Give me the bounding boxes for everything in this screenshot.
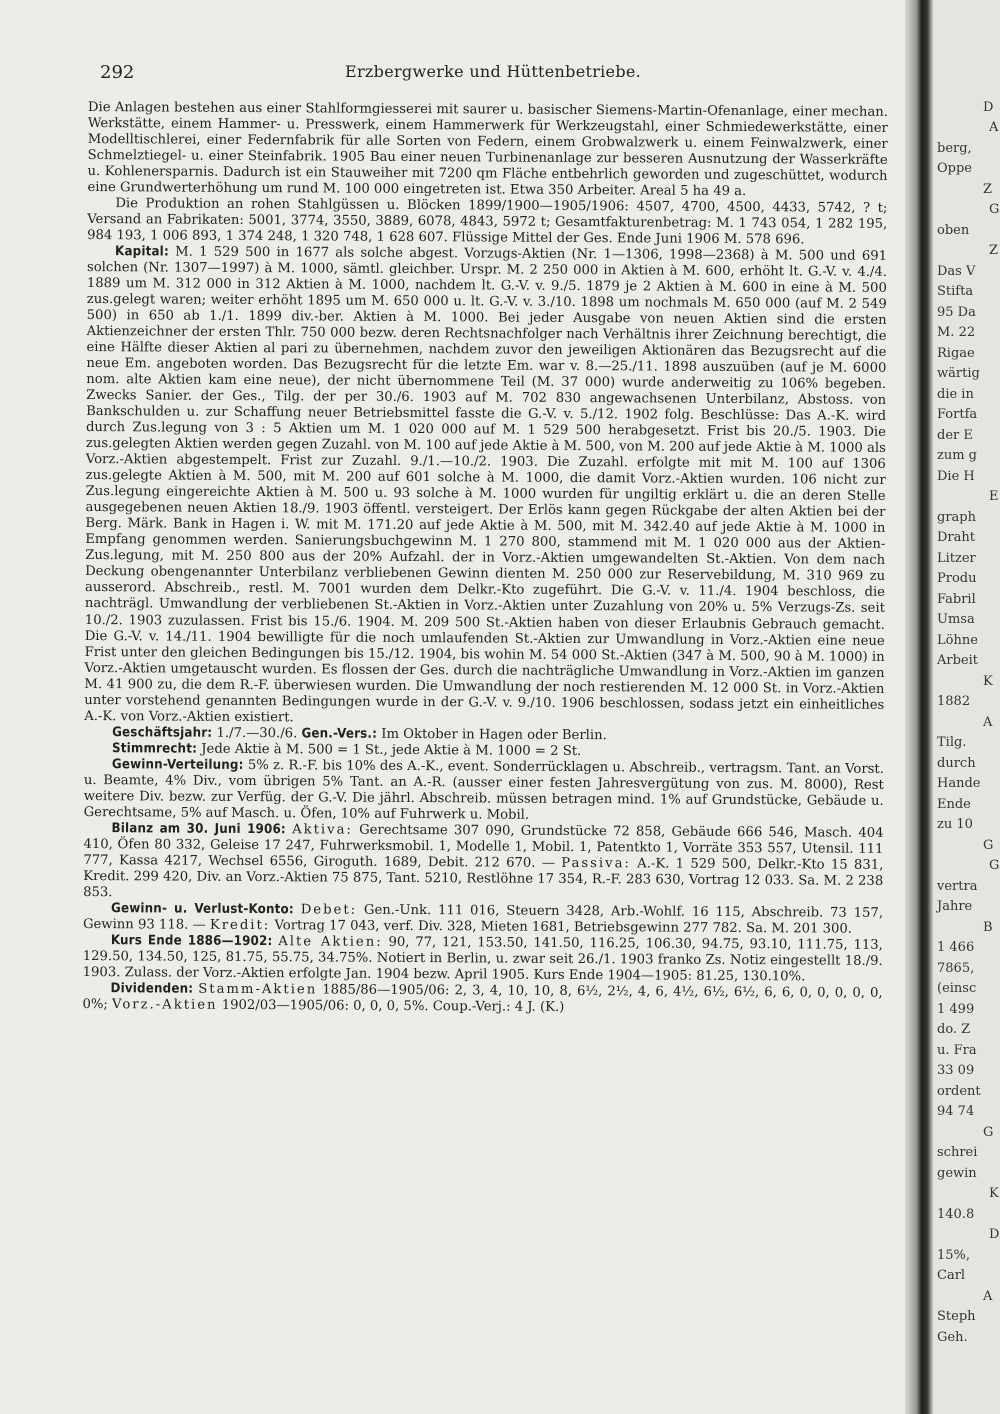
- article-body: [82, 100, 888, 1018]
- dividenden-label: Dividenden:: [110, 981, 194, 997]
- guv-label: Gewinn- u. Verlust-Konto:: [111, 900, 294, 918]
- debet-label: Debet:: [300, 902, 358, 918]
- adjacent-page-fragment: zum g: [937, 448, 978, 463]
- adjacent-page-fragment: 95 Da: [937, 305, 976, 320]
- guv-section: [83, 901, 883, 938]
- book-gutter: [905, 0, 933, 1414]
- adjacent-page-fragment: Fortfa: [937, 407, 978, 422]
- kurs-text: 90, 77, 121, 153.50, 141.50, 116.25, 106.30, 94.75, 93.10, 111.75, 113, 129.50, 134.50, 125, 81.75, 55.75, 34.75%. Notiert in Berlin, u. zwar seit 26./1. 1903 franko Zs. Notiz eingestellt 18./9. 1903. Zulass. der Vorz.-Aktien erfolgte Jan. 1904 bezw. April 1905. Kurs Ende 1904—1905: 81.25, 130.10%.: [82, 934, 883, 985]
- adjacent-page-fragment: u. Fra: [937, 1043, 977, 1058]
- bilanz-label: Bilanz am 30. Juni 1906:: [111, 820, 286, 837]
- adjacent-page-fragment: Oppe: [937, 161, 972, 176]
- adjacent-page-fragment: G: [989, 202, 1000, 217]
- page-number: 292: [100, 62, 135, 83]
- adjacent-page-fragment: Jahre: [937, 899, 973, 914]
- adjacent-page-fragment: (einsc: [937, 981, 977, 996]
- gen-vers-label: Gen.-Vers.:: [301, 725, 378, 742]
- adjacent-page-fragment: D: [983, 100, 994, 115]
- adjacent-page-fragment: Z: [989, 243, 999, 258]
- adjacent-page-fragment: wärtig: [937, 366, 980, 381]
- adjacent-page-fragment: schrei: [937, 1145, 978, 1160]
- kurs-label: Kurs Ende 1886—1902:: [110, 932, 273, 949]
- adjacent-page-fragment: Litzer: [937, 551, 976, 566]
- adjacent-page-fragment: ordent: [937, 1084, 981, 1099]
- adjacent-page-fragment: Stifta: [937, 284, 974, 299]
- adjacent-page-fragment: die in: [937, 387, 974, 402]
- adjacent-page-fragment: Hande: [937, 776, 981, 791]
- adjacent-page-fragment: Geh.: [937, 1330, 968, 1345]
- adjacent-page-fragment: Z: [983, 182, 993, 197]
- adjacent-page-fragment: durch: [937, 756, 976, 771]
- adjacent-page-fragment: Produ: [937, 571, 977, 586]
- passiva-label: Passiva:: [561, 855, 631, 872]
- gewinn-verteilung-label: Gewinn-Verteilung:: [111, 756, 244, 773]
- adjacent-page-fragment: vertra: [937, 879, 978, 894]
- production-paragraph: Die Produktion an rohen Stahlgüssen u. Blöcken 1899/1900—1905/1906: 4507, 4700, 4500, 4433, 5742, ? t; Versand an Fabrikaten: 5001, 3774, 3550, 3889, 6078, 4843, 5972 t; Gesamtfakturenbetrag: M. 1 743 054, 1 282 195, 984 193, 1 006 893, 1 374 248, 1 320 748, 1 628 607. Flüssige Mittel der Ges. Ende Juni 1906 M. 578 696.: [87, 196, 888, 248]
- facilities-paragraph: Die Anlagen bestehen aus einer Stahlformgiesserei mit saurer u. basischer Siemens-Martin-Ofenanlage, einer mechan. Werkstätte, einem Hammer- u. Presswerk, einem Hammerwerk für Werkzeugstahl, einer Schmiedewerkstätte, einer Modelltischlerei, einer Federnfabrik für alle Sorten von Federn, einem Grobwalzwerk u. einem Feinwalzwerk, einer Schmelztiegel- u. einer Steinfabrik. 1905 Bau einer neuen Turbinenanlage zur besseren Ausnutzung der Wasserkräfte u. Kohlenersparnis. Dadurch ist ein Stauweiher mit 7200 qm Fläche entbehrlich geworden und zugeschüttet, wodurch eine Grundwerterhöhung um rund M. 100 000 eingetreten ist. Etwa 350 Arbeiter. Areal 5 ha 49 a.: [87, 100, 888, 200]
- adjacent-page-fragment: 94 74: [937, 1104, 975, 1119]
- adjacent-page-fragment: Draht: [937, 530, 975, 545]
- kredit-label: Kredit:: [209, 917, 271, 933]
- adjacent-page-fragment: der E: [937, 428, 973, 443]
- adjacent-page-fragment: Das V: [937, 264, 976, 279]
- adjacent-page-fragment: Tilg.: [937, 735, 967, 750]
- adjacent-page-fragment: 1 499: [937, 1002, 975, 1017]
- adjacent-page-fragment: 140.8: [937, 1207, 975, 1222]
- kapital-text: M. 1 529 500 in 1677 als solche abgest. Vorzugs-Aktien (Nr. 1—1306, 1998—2368) à M. 500 und 691 solchen (Nr. 1307—1997) à M. 1000, sämtl. gleichber. Urspr. M. 2 250 000 in Aktien à M. 600, erhöht lt. G.-V. v. 4./4. 1889 um M. 312 000 in 312 Aktien à M. 1000, nachdem lt. G.-V. v. 9./5. 1879 je 2 Aktien à M. 600 in eine à M. 500 zus.gelegt waren; weiter erhöht 1895 um M. 650 000 u. lt. G.-V. v. 3./10. 1898 um nochmals M. 650 000 (auf M. 2 549 500) in 650 ab 1./1. 1899 div.-ber. Aktien à M. 1000. Bei jeder Ausgabe von neuen Aktien sind die ersten Aktienzeichner der ersten Thlr. 750 000 bezw. deren Rechtsnachfolger nach Verhältnis ihrer Zeichnung berechtigt, die eine Hälfte dieser Aktien al pari zu übernehmen, nachdem zuvor den jeweiligen Aktionären das Bezugsrecht auf die neue Em. angeboten worden. Das Bezugsrecht für die letzte Em. war v. 8.—25./11. 1898 auszuüben (auf je M. 6000 nom. alte Aktien kam eine neue), der nicht übernommene Teil (M. 37 000) wurde anderweitig zu 106% begeben. Zwecks Sanier. der Ges., Tilg. der per 30./6. 1903 auf M. 702 830 angewachsenen Unterbilanz, Abstoss. von Bankschulden u. zur Schaffung neuer Betriebsmittel fasste die G.-V. v. 5./12. 1902 folg. Beschlüsse: Das A.-K. wird durch Zus.legung von 3 : 5 Aktien um M. 1 020 000 auf M. 1 529 500 herabgesetzt. Frist bis 20./5. 1903. Die zus.gelegten Aktien werden gegen Zuzahl. von M. 100 auf jede Aktie à M. 500, von M. 200 auf jede Aktie à M. 1000 als Vorz.-Aktien abgestempelt. Frist zur Zuzahl. 9./1.—10./2. 1903. Die Zuzahl. erfolgte mit mit M. 100 auf 1306 zus.gelegte Aktien à M. 500, mit M. 200 auf 601 solche à M. 1000, die damit Vorz.-Aktien wurden. 106 nicht zur Zus.legung eingereichte Aktien à M. 500 u. 93 solche à M. 1000 wurden für ungiltig erklärt u. die an deren Stelle ausgegebenen neuen Aktien 18./9. 1903 öffentl. versteigert. Der Erlös kann gegen Rückgabe der alten Aktien bei der Berg. Märk. Bank in Hagen i. W. mit M. 171.20 auf jede Aktie à M. 500, mit M. 342.40 auf jede Aktie à M. 1000 in Empfang genommen werden. Sanierungsbuchgewinn M. 1 270 800, stammend mit M. 1 020 000 aus der Aktien-Zus.legung, mit M. 250 800 aus der 20% Aufzahl. der in Vorz.-Aktien umgewandelten St.-Aktien. Von dem nach Deckung obengenannter Unterbilanz verbliebenen Gewinn dienten M. 250 000 zur Reservebildung, M. 310 969 zu ausserord. Abschreib., restl. M. 7001 wurden dem Delkr.-Kto zugeführt. Die G.-V. v. 11./4. 1904 beschloss, die nachträgl. Umwandlung der verbliebenen St.-Aktien in Vorz.-Aktien unter Zuzahlung von 20% u. 5% Verzugs-Zs. seit 10./2. 1903 zuzulassen. Frist bis 15./6. 1904. M. 209 500 St.-Aktien haben von dieser Erlaubnis Gebrauch gemacht. Die G.-V. v. 14./11. 1904 bewilligte für die noch umlaufenden St.-Aktien zur Umwandlung in Vorz.-Aktien eine neue Frist unter den gleichen Bedingungen bis 15./12. 1904, bis wohin M. 54 000 St.-Aktien (347 à M. 500, 90 à M. 1000) in Vorz.-Aktien umgetauscht wurden. Es flossen der Ges. durch die nachträgliche Umwandlung in Vorz.-Aktien im ganzen M. 41 900 zu, die dem R.-F. überwiesen wurden. Die Umwandlung der noch restierenden M. 12 000 St. in Vorz.-Aktien unter vorstehend genannten Bedingungen wurde in der G.-V. v. 9./10. 1906 beschlossen, sodass jetzt ein einheitliches A.-K. von Vorz.-Aktien existiert.: [84, 244, 888, 725]
- aktiva-label: Aktiva:: [292, 821, 353, 838]
- adjacent-page-fragment: gewin: [937, 1166, 977, 1181]
- dividenden-section: [82, 981, 882, 1018]
- adjacent-page-fragment: 33 09: [937, 1063, 975, 1078]
- adjacent-page-fragment: G: [983, 1125, 994, 1140]
- bilanz-section: [83, 821, 883, 906]
- geschaeftsjahr-label: Geschäftsjahr:: [112, 724, 213, 741]
- kurs-section: [83, 933, 883, 986]
- adjacent-page-fragment: K: [983, 674, 993, 689]
- geschaeftsjahr-text: 1./7.—30./6.: [216, 725, 298, 741]
- adjacent-page-fragment: do. Z: [937, 1022, 971, 1037]
- adjacent-page-fragment: Rigae: [937, 346, 975, 361]
- adjacent-page-fragment: Fabril: [937, 592, 976, 607]
- adjacent-page-fragment: berg,: [937, 141, 972, 156]
- adjacent-page-fragment: A: [983, 715, 993, 730]
- bilanz-aktiva-text: Gerechtsame 307 090, Grundstücke 72 858, Gebäude 666 546, Masch. 404 410, Öfen 80 332, Geleise 17 247, Fuhrwerksmobil. 1, Modelle 1, Mobil. 1, Patentkto 1, Vorräte 353 557, Utensil. 111 777, Kassa 4217, Wechsel 6556, Giroguth. 1689, Debit. 212 670. —: [83, 822, 884, 871]
- adjacent-page-fragment: Ende: [937, 797, 971, 812]
- adjacent-page-fragment: 15%,: [937, 1248, 971, 1263]
- vorz-aktien-label: Vorz.-Aktien: [112, 997, 218, 1013]
- adjacent-page-fragment: Carl: [937, 1268, 966, 1283]
- bilanz-passiva-text: A.-K. 1 529 500, Delkr.-Kto 15 831, Kredit. 299 420, Div. an Vorz.-Aktien 75 875, Tant. 5210, Restlöhne 17 354, R.-F. 283 630, Vortrag 12 033. Sa. M. 2 238 853.: [83, 856, 884, 900]
- adjacent-page-fragment: E: [989, 489, 999, 504]
- dividenden-stamm-text: 1885/86—1905/06: 2, 3, 4, 10, 10, 8, 6½, 2½, 4, 6, 4½, 6½, 6½, 6, 6, 0, 0, 0, 0, 0, 0%;: [82, 982, 883, 1013]
- stimmrecht-text: Jede Aktie à M. 500 = 1 St., jede Aktie à M. 1000 = 2 St.: [201, 741, 582, 759]
- stamm-aktien-label: Stamm-Aktien: [198, 981, 318, 998]
- adjacent-page-fragment: Löhne: [937, 633, 978, 648]
- adjacent-page-fragment: zu 10: [937, 817, 973, 832]
- running-head: Erzbergwerke und Hüttenbetriebe.: [345, 62, 642, 81]
- adjacent-page-fragment: A: [989, 120, 999, 135]
- gewinn-verteilung-text: 5% z. R.-F. bis 10% des A.-K., event. Sonderrücklagen u. Abschreib., vertragsm. Tant. an Vorst. u. Beamte, 4% Div., vom übrigen 5% Tant. an A.-R. (ausser einer festen Jahresvergütung von zus. M. 8000), Rest weitere Div. bezw. zur Verfüg. der G.-V. Die jährl. Abschreib. müssen betragen mind. 1% auf Grundstücke, Gebäude u. Gerechtsame, 5% auf Masch. u. Öfen, 10% auf Fuhrwerk u. Mobil.: [83, 757, 884, 823]
- guv-debet-text: Gen.-Unk. 111 016, Steuern 3428, Arb.-Wohlf. 16 115, Abschreib. 73 157, Gewinn 93 118. —: [82, 902, 884, 933]
- adjacent-page-fragment: graph: [937, 510, 976, 525]
- adjacent-page-fragment: K: [989, 1186, 999, 1201]
- adjacent-page-fragment: 1882: [937, 694, 971, 709]
- adjacent-page-fragment: 1 466: [937, 940, 975, 955]
- alte-aktien-label: Alte Aktien:: [278, 933, 383, 950]
- dividenden-vorz-text: 1902/03—1905/06: 0, 0, 0, 5%. Coup.-Verj.: 4 J. (K.): [221, 997, 565, 1015]
- adjacent-page-fragment: D: [989, 1227, 1000, 1242]
- adjacent-page-fragment: Umsa: [937, 612, 975, 627]
- adjacent-page-fragment: G: [983, 838, 994, 853]
- adjacent-page-fragment: Arbeit: [937, 653, 978, 668]
- gewinn-verteilung-section: [84, 757, 884, 826]
- adjacent-page-fragment: oben: [937, 223, 970, 238]
- adjacent-page-fragment: B: [983, 920, 993, 935]
- guv-kredit-text: Vortrag 17 043, verf. Div. 328, Mieten 1681, Betriebsgewinn 277 782. Sa. M. 201 300.: [274, 917, 853, 937]
- adjacent-page-edge: [933, 0, 1000, 1414]
- kapital-label: Kapital:: [115, 244, 169, 260]
- adjacent-page-fragment: Steph: [937, 1309, 976, 1324]
- adjacent-page-fragment: A: [983, 1289, 993, 1304]
- page-header: [100, 62, 870, 86]
- kapital-section: [84, 244, 887, 729]
- adjacent-page-fragment: G: [989, 858, 1000, 873]
- adjacent-page-fragment: M. 22: [937, 325, 976, 340]
- adjacent-page-fragment: 7865,: [937, 961, 975, 976]
- stimmrecht-label: Stimmrecht:: [111, 740, 198, 757]
- adjacent-page-fragment: Die H: [937, 469, 975, 484]
- gen-vers-text: Im Oktober in Hagen oder Berlin.: [381, 726, 607, 743]
